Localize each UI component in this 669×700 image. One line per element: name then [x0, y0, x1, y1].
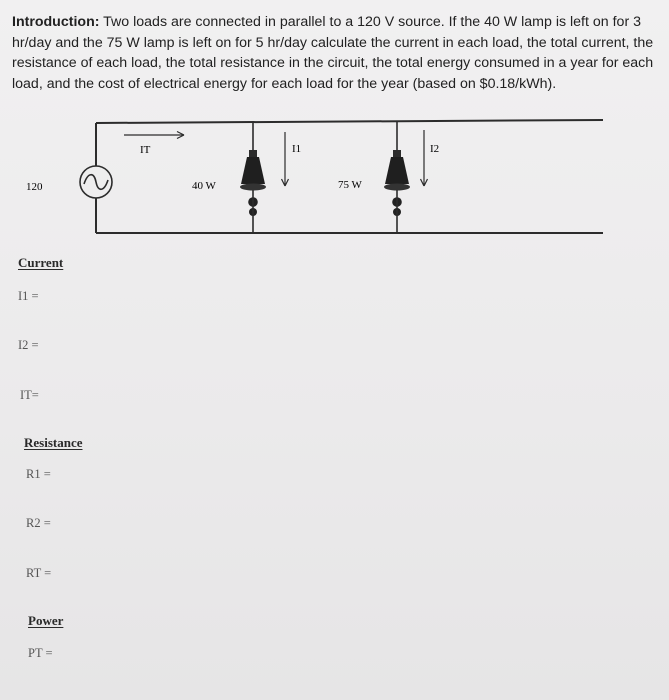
lamp1-label: 40 W	[192, 180, 216, 192]
r2-field: R2 =	[26, 516, 51, 530]
source-label: 120	[26, 181, 43, 193]
it-field: IT=	[20, 388, 39, 402]
intro-text: Two loads are connected in parallel to a 120 V source. If the 40 W lamp is left on for 3 hr/day and the 75 W lamp is left on for 5 hr/day calculate the current in each load, the total current, the resistance of each load, the total resistance in the circuit, the total energy consumed in a year for each load, and the cost of electrical energy for each load for the year (based on $0.18/kWh).	[12, 14, 654, 92]
i1-arrow-icon	[282, 132, 289, 186]
total-current-arrow-icon	[124, 132, 184, 139]
total-current-label: IT	[140, 144, 151, 156]
ac-source-icon	[80, 166, 112, 198]
lamp-75w-icon	[384, 121, 410, 233]
current-heading: Current	[18, 255, 64, 270]
intro-heading: Introduction:	[12, 14, 100, 30]
i1-label: I1	[292, 143, 302, 155]
lamp2-label: 75 W	[338, 179, 362, 191]
r1-field: R1 =	[26, 467, 51, 481]
i1-field: I1 =	[18, 289, 39, 303]
i2-arrow-icon	[421, 130, 428, 186]
pt-field: PT =	[28, 646, 53, 660]
i2-field: I2 =	[18, 338, 39, 352]
intro-paragraph	[12, 12, 660, 94]
power-heading: Power	[28, 613, 64, 628]
rt-field: RT =	[26, 566, 52, 580]
top-wire	[96, 120, 603, 123]
lamp-40w-icon	[240, 122, 266, 233]
resistance-heading: Resistance	[24, 435, 83, 450]
circuit-diagram	[0, 110, 669, 250]
i2-label: I2	[430, 143, 440, 155]
